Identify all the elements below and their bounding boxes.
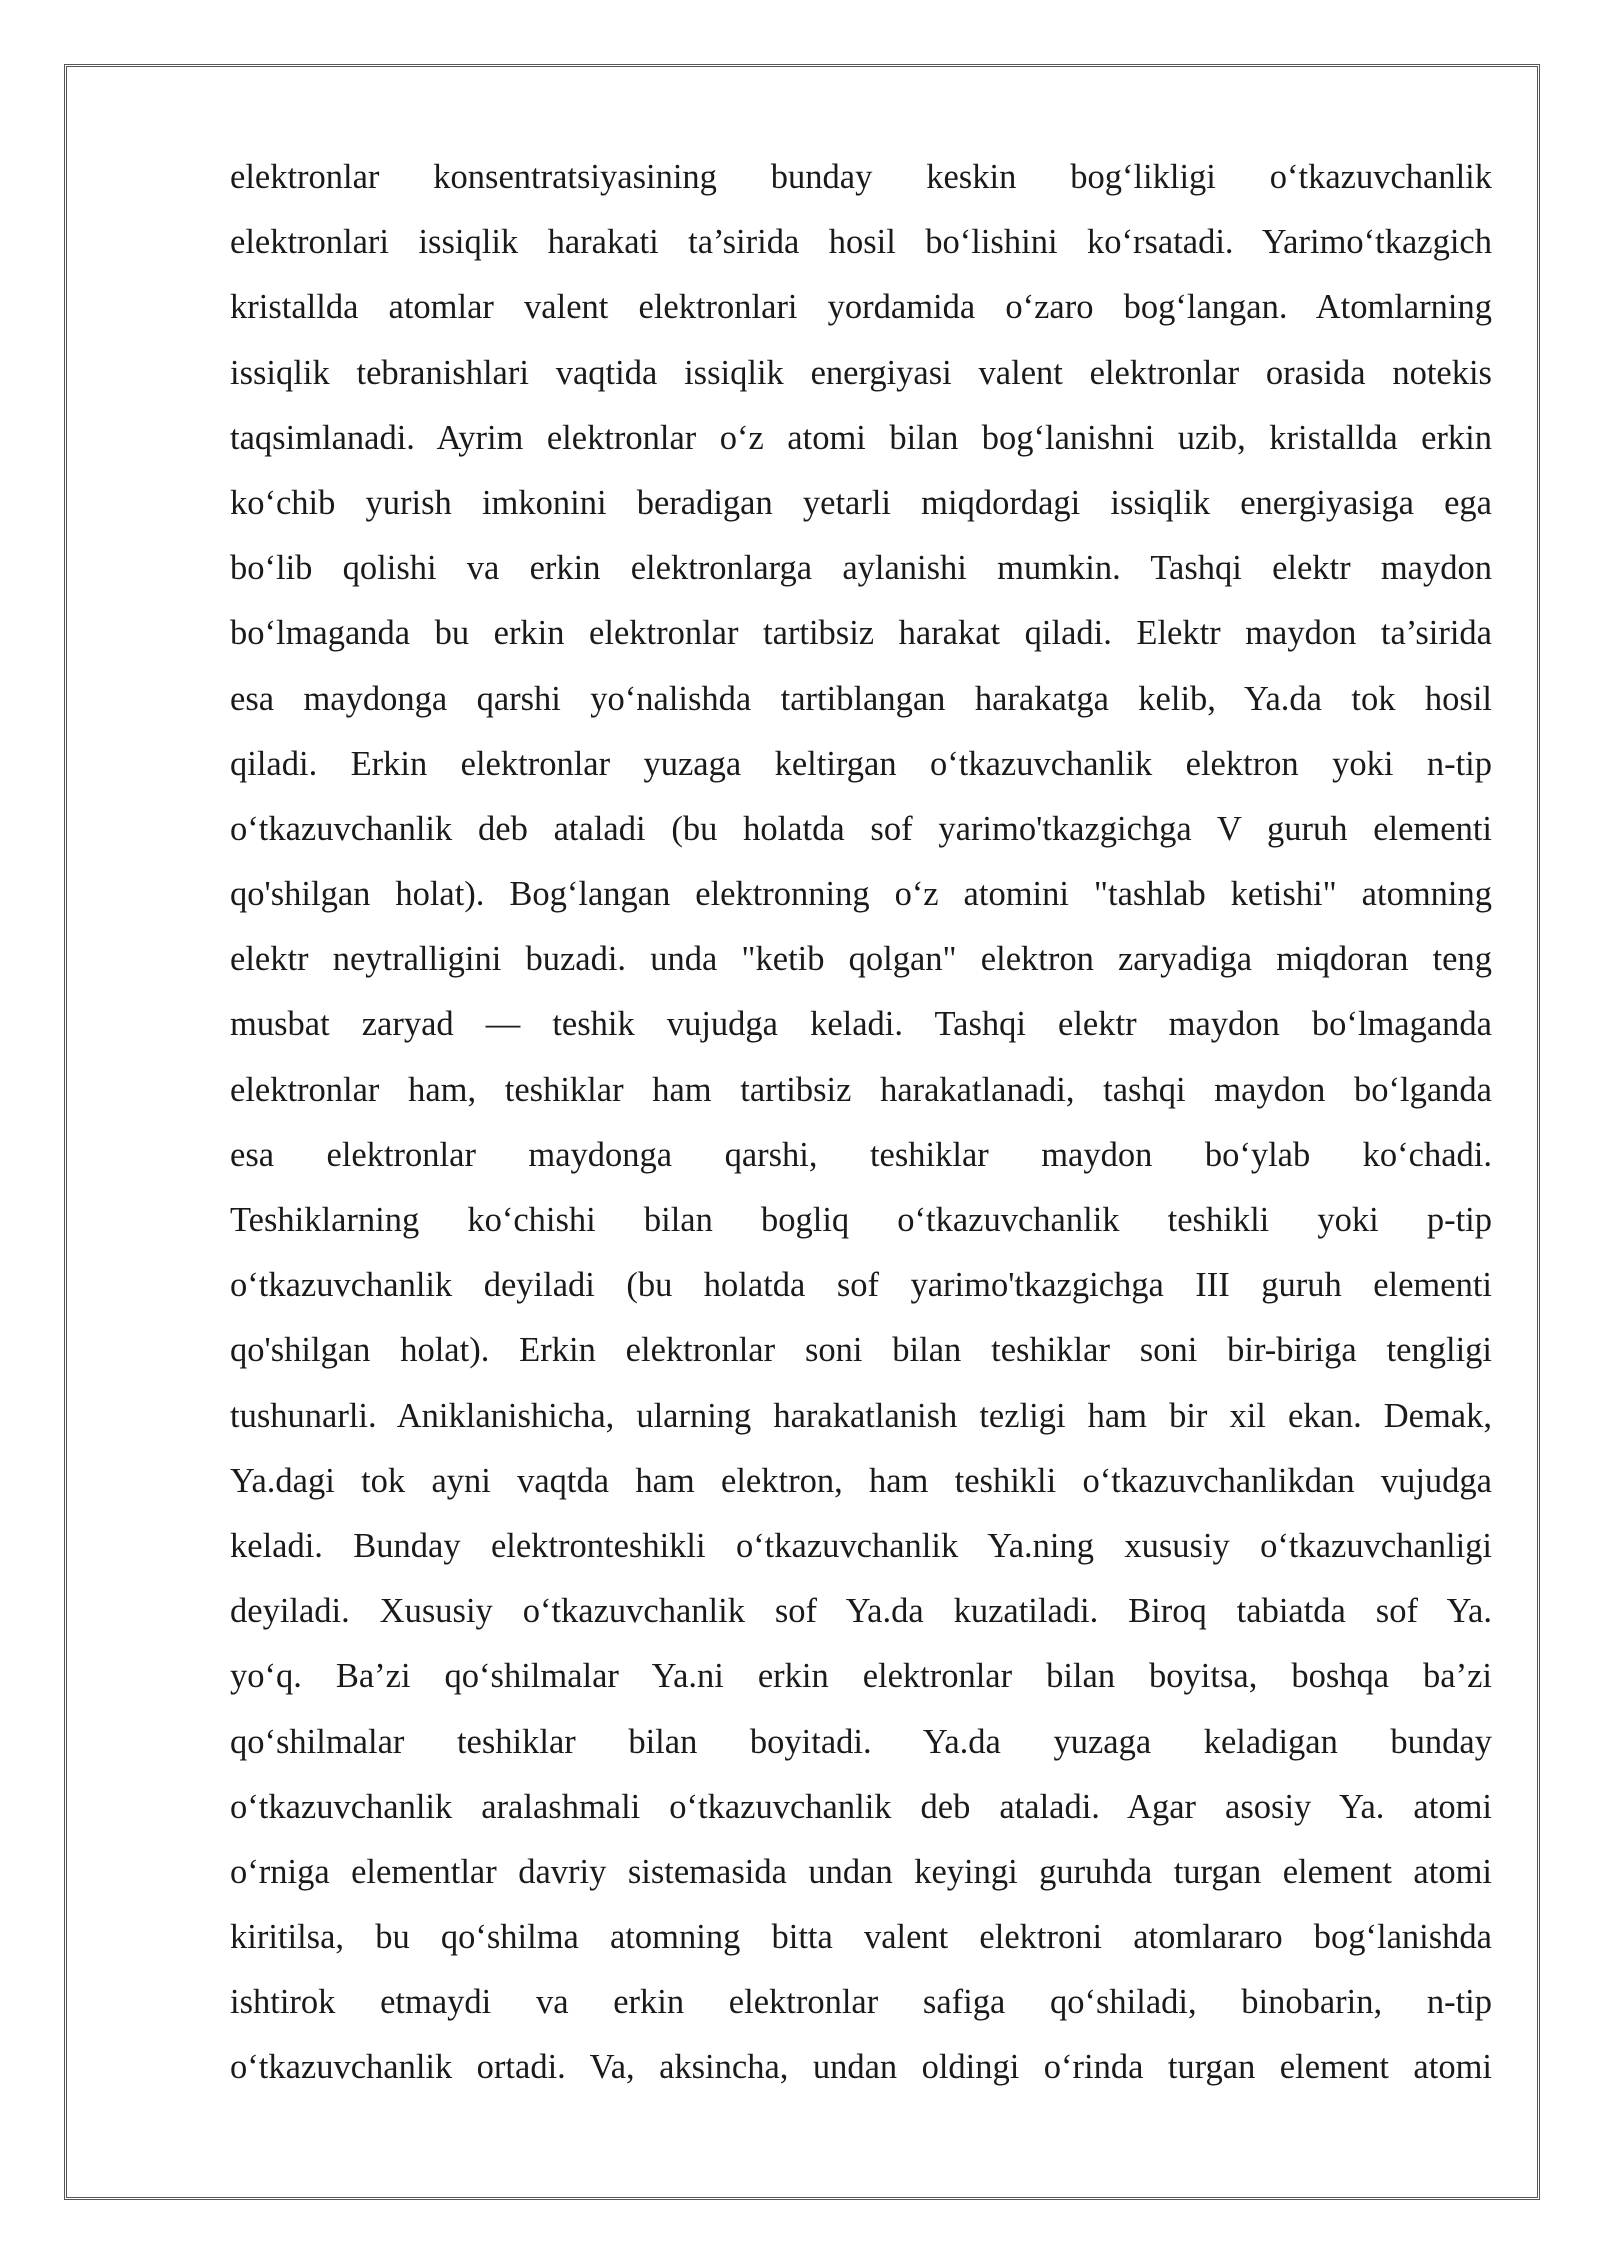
text-line-28: kiritilsa, bu qo‘shilma atomning bitta valent elektroni atomlararo bog‘lanishda	[230, 1918, 1492, 1957]
text-line-27: o‘rniga elementlar davriy sistemasida undan keyingi guruhda turgan element atomi	[230, 1852, 1492, 1891]
text-line-24: yo‘q. Ba’zi qo‘shilmalar Ya.ni erkin elektronlar bilan boyitsa, boshqa ba’zi	[230, 1657, 1492, 1696]
text-line-7: bo‘lib qolishi va erkin elektronlarga aylanishi mumkin. Tashqi elektr maydon	[230, 549, 1492, 588]
text-line-12: qo'shilgan holat). Bog‘langan elektronning o‘z atomini "tashlab ketishi" atomning	[230, 875, 1492, 914]
text-line-5: taqsimlanadi. Ayrim elektronlar o‘z atomi bilan bog‘lanishni uzib, kristallda erkin	[230, 418, 1492, 457]
text-line-8: bo‘lmaganda bu erkin elektronlar tartibsiz harakat qiladi. Elektr maydon ta’sirida	[230, 614, 1492, 653]
text-line-14: musbat zaryad — teshik vujudga keladi. Tashqi elektr maydon bo‘lmaganda	[230, 1005, 1492, 1044]
text-line-20: tushunarli. Aniklanishicha, ularning harakatlanish tezligi ham bir xil ekan. Demak,	[230, 1396, 1492, 1435]
text-line-17: Teshiklarning ko‘chishi bilan bogliq o‘tkazuvchanlik teshikli yoki p-tip	[230, 1201, 1492, 1239]
text-line-30: o‘tkazuvchanlik ortadi. Va, aksincha, undan oldingi o‘rinda turgan element atomi	[230, 2048, 1492, 2087]
text-line-11: o‘tkazuvchanlik deb ataladi (bu holatda sof yarimo'tkazgichga V guruh elementi	[230, 809, 1492, 848]
text-line-29: ishtirok etmaydi va erkin elektronlar safiga qo‘shiladi, binobarin, n-tip	[230, 1983, 1492, 2022]
body-text	[230, 145, 1492, 2101]
text-line-18: o‘tkazuvchanlik deyiladi (bu holatda sof yarimo'tkazgichga III guruh elementi	[230, 1266, 1492, 1305]
text-line-26: o‘tkazuvchanlik aralashmali o‘tkazuvchanlik deb ataladi. Agar asosiy Ya. atomi	[230, 1787, 1492, 1826]
text-line-3: kristallda atomlar valent elektronlari yordamida o‘zaro bog‘langan. Atomlarning	[230, 288, 1492, 327]
text-line-4: issiqlik tebranishlari vaqtida issiqlik energiyasi valent elektronlar orasida notekis	[230, 353, 1492, 392]
text-line-23: deyiladi. Xususiy o‘tkazuvchanlik sof Ya.da kuzatiladi. Biroq tabiatda sof Ya.	[230, 1592, 1492, 1631]
text-line-22: keladi. Bunday elektronteshikli o‘tkazuvchanlik Ya.ning xususiy o‘tkazuvchanligi	[230, 1526, 1492, 1565]
text-line-25: qo‘shilmalar teshiklar bilan boyitadi. Ya.da yuzaga keladigan bunday	[230, 1722, 1492, 1761]
text-line-13: elektr neytralligini buzadi. unda "ketib qolgan" elektron zaryadiga miqdoran teng	[230, 940, 1492, 979]
text-line-15: elektronlar ham, teshiklar ham tartibsiz harakatlanadi, tashqi maydon bo‘lganda	[230, 1070, 1492, 1109]
text-line-19: qo'shilgan holat). Erkin elektronlar soni bilan teshiklar soni bir-biriga tengligi	[230, 1331, 1492, 1370]
text-line-2: elektronlari issiqlik harakati ta’sirida hosil bo‘lishini ko‘rsatadi. Yarimo‘tkazgich	[230, 223, 1492, 262]
text-line-21: Ya.dagi tok ayni vaqtda ham elektron, ham teshikli o‘tkazuvchanlikdan vujudga	[230, 1461, 1492, 1500]
text-line-9: esa maydonga qarshi yo‘nalishda tartiblangan harakatga kelib, Ya.da tok hosil	[230, 679, 1492, 718]
text-line-16: esa elektronlar maydonga qarshi, teshiklar maydon bo‘ylab ko‘chadi.	[230, 1135, 1492, 1174]
text-line-1: elektronlar konsentratsiyasining bunday keskin bog‘likligi o‘tkazuvchanlik	[230, 158, 1492, 196]
text-line-10: qiladi. Erkin elektronlar yuzaga keltirgan o‘tkazuvchanlik elektron yoki n-tip	[230, 744, 1492, 783]
text-line-6: ko‘chib yurish imkonini beradigan yetarli miqdordagi issiqlik energiyasiga ega	[230, 483, 1492, 522]
